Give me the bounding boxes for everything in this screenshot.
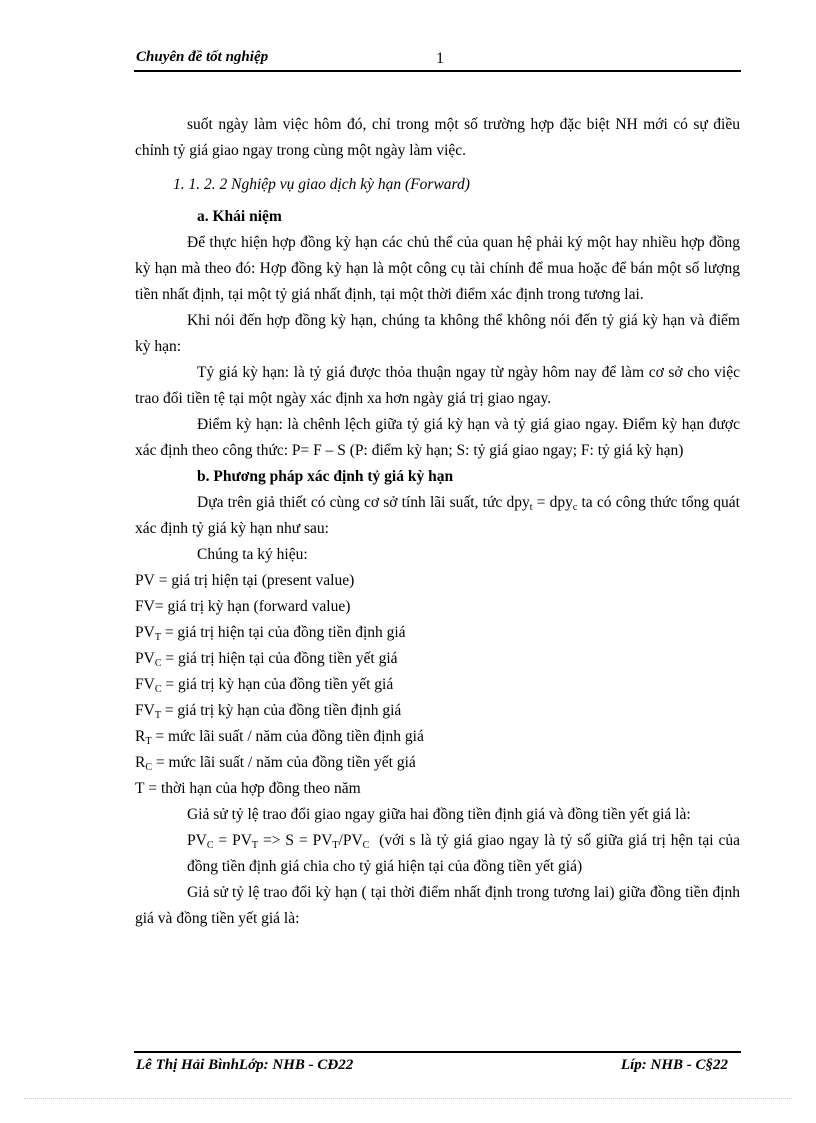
- header-divider: [134, 70, 741, 72]
- paragraph-continuation: suốt ngày làm việc hôm đó, chỉ trong một số trường hợp đặc biệt NH mới có sự điều chỉnh tỷ giá giao ngay trong cùng một ngày làm việc.: [135, 116, 740, 159]
- footer-class: Líp: NHB - C§22: [620, 1057, 728, 1073]
- notation-item: $FV_C$ = giá trị kỳ hạn của đồng tiền yết giá: [135, 676, 394, 695]
- paragraph-forward-ratio: Giả sử tỷ lệ trao đổi kỳ hạn ( tại thời điểm nhất định trong tương lai) giữa đồng tiền định giá và đồng tiền yết giá là:: [135, 884, 740, 927]
- notation-item: $PV_C$ = giá trị hiện tại của đồng tiền yết giá: [135, 650, 398, 669]
- subheading-concept: a. Khái niệm: [197, 208, 282, 225]
- section-heading: 1. 1. 2. 2 Nghiệp vụ giao dịch kỳ hạn (Forward): [173, 176, 470, 193]
- notation-item: $FV_T$ = giá trị kỳ hạn của đồng tiền định giá: [135, 702, 402, 721]
- notation-item: PV = giá trị hiện tại (present value): [135, 572, 355, 589]
- document-body: [135, 112, 740, 932]
- page-number: 1: [436, 50, 444, 67]
- paragraph-spot-ratio: Giả sử tỷ lệ trao đổi giao ngay giữa hai đồng tiền định giá và đồng tiền yết giá là:: [187, 806, 691, 823]
- paragraph-assumption: Dựa trên giả thiết có cùng cơ sở tính lãi suất, tức dpy$_t$ = dpy$_c$ ta có công thức tổng quát xác định tỷ giá kỳ hạn như sau:: [135, 494, 740, 537]
- notation-item: FV= giá trị kỳ hạn (forward value): [135, 598, 351, 615]
- subheading-method: b. Phương pháp xác định tỷ giá kỳ hạn: [197, 468, 454, 485]
- paragraph-forward-rate: Tỷ giá kỳ hạn: là tỷ giá được thỏa thuận ngay từ ngày hôm nay để làm cơ sở cho việc trao đổi tiền tệ tại một ngày xác định xa hơn ngày giá trị giao ngay.: [135, 364, 740, 407]
- notation-item: T = thời hạn của hợp đồng theo năm: [135, 780, 361, 797]
- notation-list: [135, 568, 740, 802]
- header-title: Chuyên đề tốt nghiệp: [136, 49, 269, 65]
- notation-item: $R_T$ = mức lãi suất / năm của đồng tiền định giá: [135, 728, 424, 747]
- footer-divider: [134, 1051, 741, 1053]
- paragraph-definition: Để thực hiện hợp đồng kỳ hạn các chủ thể của quan hệ phải ký một hay nhiều hợp đồng kỳ hạn mà theo đó: Hợp đồng kỳ hạn là một công cụ tài chính để mua hoặc để bán một số lượng tiền nhất định, tại một tỷ giá nhất định, tại một thời điểm xác định trong tương lai.: [135, 234, 740, 303]
- notation-item: $PV_T$ = giá trị hiện tại của đồng tiền định giá: [135, 624, 406, 643]
- page-bottom-dotted-line: [24, 1098, 792, 1099]
- footer-author: Lê Thị Hải BìnhLớp: NHB - CĐ22: [136, 1057, 354, 1073]
- paragraph-forward-intro: Khi nói đến hợp đồng kỳ hạn, chúng ta không thể không nói đến tỷ giá kỳ hạn và điểm kỳ hạn:: [135, 312, 740, 355]
- notation-item: $R_C$ = mức lãi suất / năm của đồng tiền yết giá: [135, 754, 416, 773]
- paragraph-forward-points: Điểm kỳ hạn: là chênh lệch giữa tỷ giá kỳ hạn và tỷ giá giao ngay. Điểm kỳ hạn được xác định theo công thức: P= F – S (P: điểm kỳ hạn; S: tỷ giá giao ngay; F: tỷ giá kỳ hạn): [135, 416, 740, 459]
- paragraph-notation: Chúng ta ký hiệu:: [197, 546, 308, 563]
- formula-spot: $PV_C = PV_T => S = PV_T/PV_C$ (với s là tỷ giá giao ngay là tỷ số giữa giá trị hện tại của đồng tiền định giá chia cho tỷ giá hiện tại của đồng tiền yết giá): [187, 832, 740, 875]
